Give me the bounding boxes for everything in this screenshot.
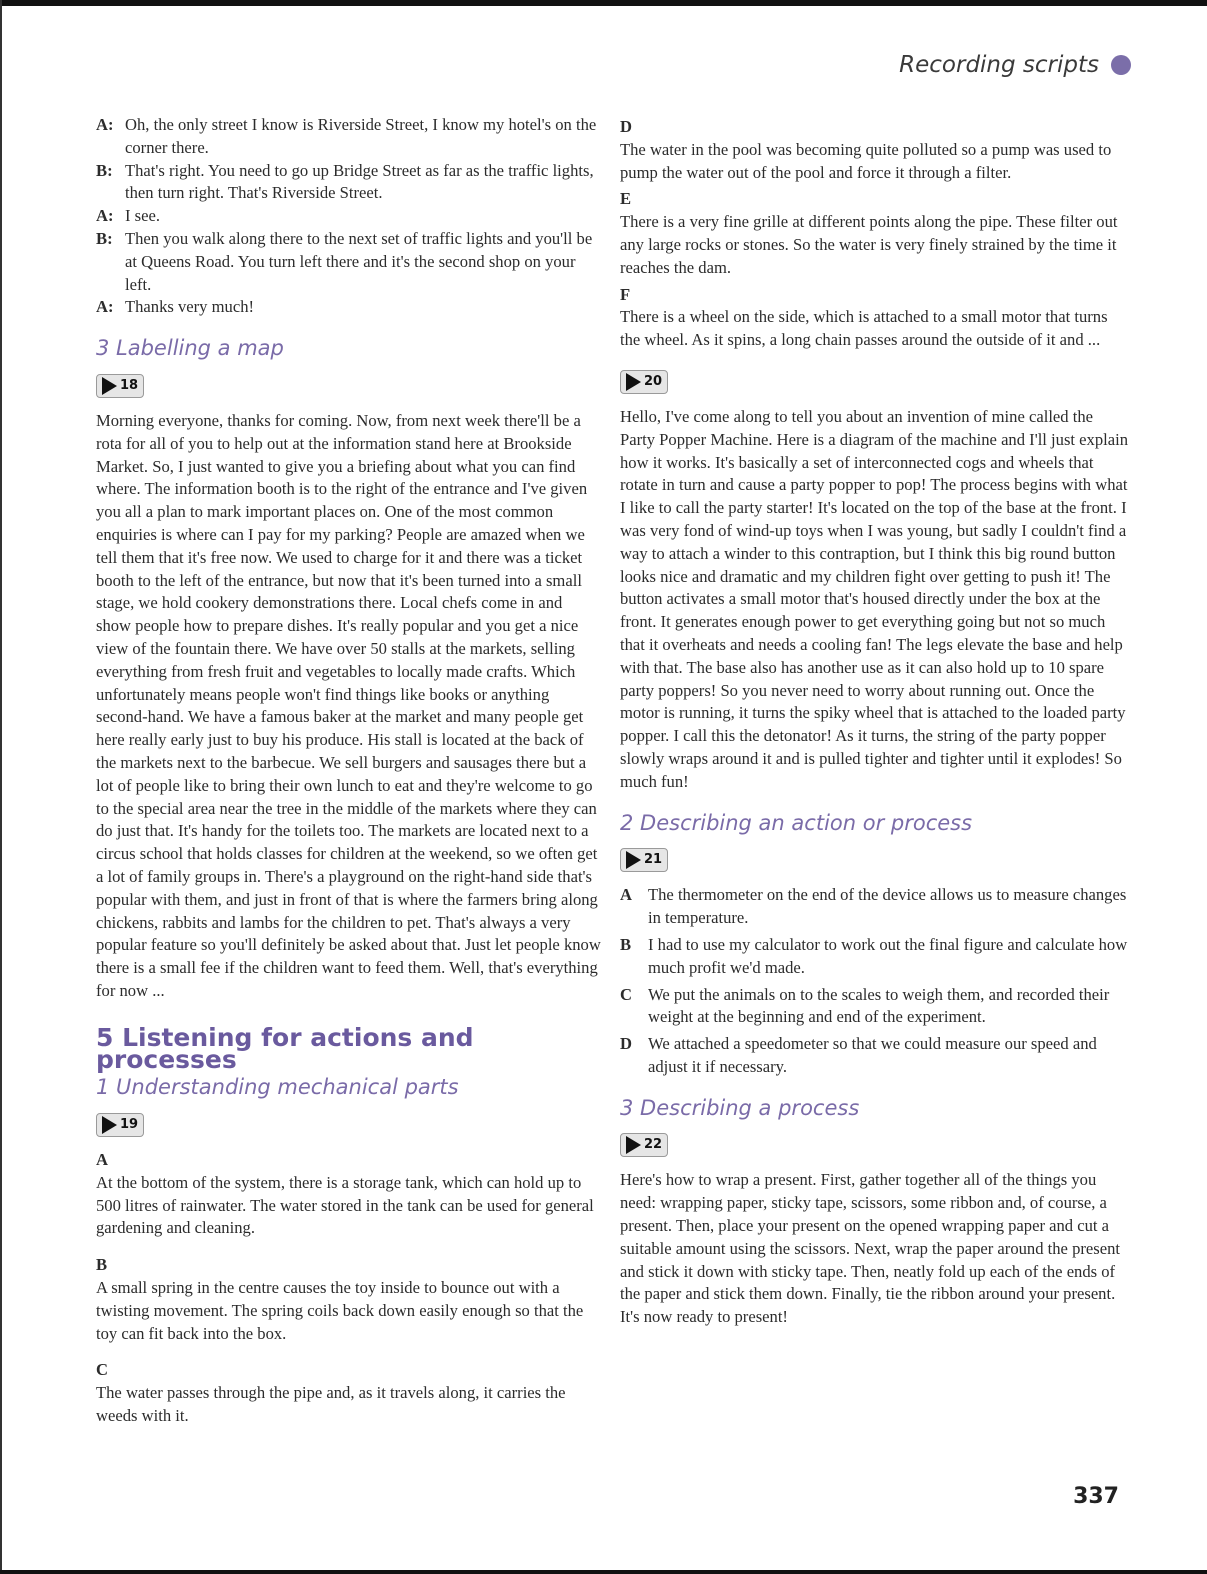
- action-list: [620, 884, 1130, 1078]
- dialogue-line: [96, 205, 601, 228]
- top-edge-bar: [0, 0, 1207, 6]
- action-text: The thermometer on the end of the device allows us to measure changes in temperature.: [648, 885, 1127, 928]
- chapter-title: 5 Listening for actions and processes: [96, 1022, 474, 1075]
- action-letter: C: [620, 984, 632, 1004]
- action-item: [620, 1033, 1130, 1079]
- action-letter: A: [620, 885, 632, 905]
- audio-track-22-button[interactable]: [620, 1133, 668, 1157]
- running-header: [899, 52, 1131, 78]
- action-letter: B: [620, 934, 632, 954]
- map-script-paragraph: Morning everyone, thanks for coming. Now, from next week there'll be a rota for all of you to help out at the information stand here at Brookside Market. So, I just wanted to give you a briefing about what you can find where. The information booth is to the right of the entrance and I've given you all a plan to mark important places on. One of the most common enquiries is where can I pay for my parking? People are amazed when we tell them that it's free now. We used to charge for it and there was a ticket booth to the left of the entrance, but now that it's been turned into a small stage, we hold cookery demonstrations there. Local chefs come in and show people how to prepare dishes. It's really popular and you get a nice view of the fountain there. We have over 50 stalls at the markets, selling everything from fresh fruit and vegetables to locally made crafts. Which unfortunately means people won't find things like books or anything second-hand. We have a famous baker at the market and many people get here really early just to buy his produce. His stall is located at the back of the markets next to the barbecue. We sell burgers and sausages there but a lot of people like to bring their own lunch to eat and they're welcome to go to the special area near the tree in the middle of the markets where they can do just that. It's handy for the toilets too. The markets are located next to a circus school that holds classes for children at the weekend, so we often get a lot of family groups in. There's a playground on the right-hand side that's popular with them, and just in front of that is where the farmers bring along chickens, rabbits and lambs for the children to pet. That's always a very popular feature so you'll definitely be asked about that. Just let people know there is a small fee if the children want to feed them. Well, that's everything for now ...: [96, 410, 601, 1000]
- part-letter: D: [620, 117, 632, 136]
- action-text: We put the animals on to the scales to weigh them, and recorded their weight at the beginning and end of the experiment.: [648, 984, 1110, 1027]
- part-letter: B: [96, 1255, 108, 1275]
- part-text: At the bottom of the system, there is a storage tank, which can hold up to 500 litres of rainwater. The water stored in the tank can be used for general gardening and cleaning.: [96, 1172, 594, 1238]
- play-icon: [102, 1116, 117, 1134]
- track-number: 19: [120, 1116, 139, 1132]
- part-text: There is a very fine grille at different points along the pipe. These filter out any large rocks or stones. So the water is very finely strained by the time it reaches the dam.: [620, 212, 1118, 277]
- audio-track-21-button[interactable]: [620, 848, 668, 872]
- section-heading-labelling-map: 3 Labelling a map: [96, 336, 284, 361]
- bottom-edge-bar: [0, 1570, 1207, 1574]
- header-title: Recording scripts: [899, 52, 1099, 78]
- part-text: A small spring in the centre causes the toy inside to bounce out with a twisting movement. The spring coils back down easily enough so that the toy can fit back into the box.: [96, 1278, 584, 1343]
- right-column: [620, 116, 1130, 1329]
- action-item: [620, 984, 1130, 1030]
- dialogue-text: I see.: [125, 206, 161, 226]
- part-letter: E: [620, 189, 632, 209]
- dialogue-line: [96, 228, 601, 296]
- dialogue-text: That's right. You need to go up Bridge Street as far as the traffic lights, then turn right. That's Riverside Street.: [125, 160, 594, 203]
- action-text: We attached a speedometer so that we could measure our speed and adjust it if necessary.: [648, 1034, 1097, 1076]
- play-icon: [102, 377, 117, 395]
- action-item: [620, 884, 1130, 930]
- section-heading-describing-process: 3 Describing a process: [620, 1095, 860, 1120]
- audio-track-20-button[interactable]: [620, 370, 668, 394]
- dialogue-text: Oh, the only street I know is Riverside Street, I know my hotel's on the corner there.: [125, 115, 597, 157]
- speaker: A:: [96, 206, 114, 226]
- part-letter: C: [96, 1360, 108, 1380]
- play-icon: [626, 373, 641, 391]
- header-dot-icon: [1111, 55, 1131, 75]
- party-popper-paragraph: Hello, I've come along to tell you about an invention of mine called the Party Popper Machine. Here is a diagram of the machine and I'll just explain how it works. It's basically a set of interconnected cogs and wheels that rotate in turn and cause a party popper to pop! The process begins with what I like to call the party starter! It's located on the top of the base at the front. I was very fond of wind-up toys when I was young, but sadly I couldn't find a way to attach a winder to this contraption, but I think this big round button looks nice and dramatic and my children fight over getting to push it! The button activates a small motor that's housed directly under the box at the front. It generates enough power to get everything going but not so much that it overheats and needs a cooling fan! The legs elevate the base and help with that. The base also has another use as it can also hold up to 10 spare party poppers! So you never need to worry about running out. Once the motor is running, it turns the spiky wheel that is attached to the loaded party popper. I call this the detonator! As it turns, the string of the party popper slowly wraps around it and is pulled tighter and tighter until it explodes! So much fun!: [620, 406, 1129, 791]
- track-number: 21: [644, 851, 663, 867]
- speaker: B:: [96, 160, 113, 180]
- speaker: A:: [96, 297, 114, 317]
- part-letter: F: [620, 284, 631, 304]
- play-icon: [626, 1136, 641, 1154]
- action-item: [620, 934, 1130, 980]
- track-number: 18: [120, 377, 139, 393]
- speaker: A:: [96, 115, 114, 134]
- page-number: 337: [1073, 1484, 1119, 1509]
- dialogue-line: [96, 296, 601, 319]
- part-text: The water passes through the pipe and, as it travels along, it carries the weeds with it.: [96, 1383, 566, 1426]
- dialogue-text: Then you walk along there to the next set of traffic lights and you'll be at Queens Road. You turn left there and it's the second shop on your left.: [125, 228, 593, 294]
- dialogue: [96, 114, 601, 319]
- section-heading-mechanical-parts: 1 Understanding mechanical parts: [96, 1075, 459, 1100]
- dialogue-line: [96, 114, 601, 160]
- left-edge-bar: [0, 0, 2, 1574]
- action-text: I had to use my calculator to work out the final figure and calculate how much profit we'd made.: [648, 934, 1128, 977]
- track-number: 20: [644, 373, 663, 389]
- speaker: B:: [96, 228, 113, 248]
- play-icon: [626, 851, 641, 869]
- action-letter: D: [620, 1034, 632, 1054]
- track-number: 22: [644, 1137, 663, 1153]
- section-heading-describing-action: 2 Describing an action or process: [620, 810, 973, 835]
- process-paragraph: Here's how to wrap a present. First, gather together all of the things you need: wrapping paper, sticky tape, scissors, some ribbon and, of course, a present. Then, place your present on the opened wrapping paper and cut a suitable amount using the scissors. Next, wrap the paper around the present and stick it down with sticky tape. Then, neatly fold up each of the ends of the paper and stick them down. Finally, tie the ribbon around your present. It's now ready to present!: [620, 1170, 1120, 1327]
- audio-track-18-button[interactable]: [96, 374, 144, 398]
- audio-track-19-button[interactable]: [96, 1113, 144, 1137]
- dialogue-text: Thanks very much!: [125, 297, 255, 317]
- part-letter: A: [96, 1150, 108, 1170]
- dialogue-line: [96, 160, 601, 206]
- part-text: The water in the pool was becoming quite polluted so a pump was used to pump the water out of the pool and force it through a filter.: [620, 139, 1112, 182]
- part-text: There is a wheel on the side, which is attached to a small motor that turns the wheel. As it spins, a long chain passes around the outside of it and ...: [620, 307, 1108, 350]
- left-column: [96, 114, 601, 1428]
